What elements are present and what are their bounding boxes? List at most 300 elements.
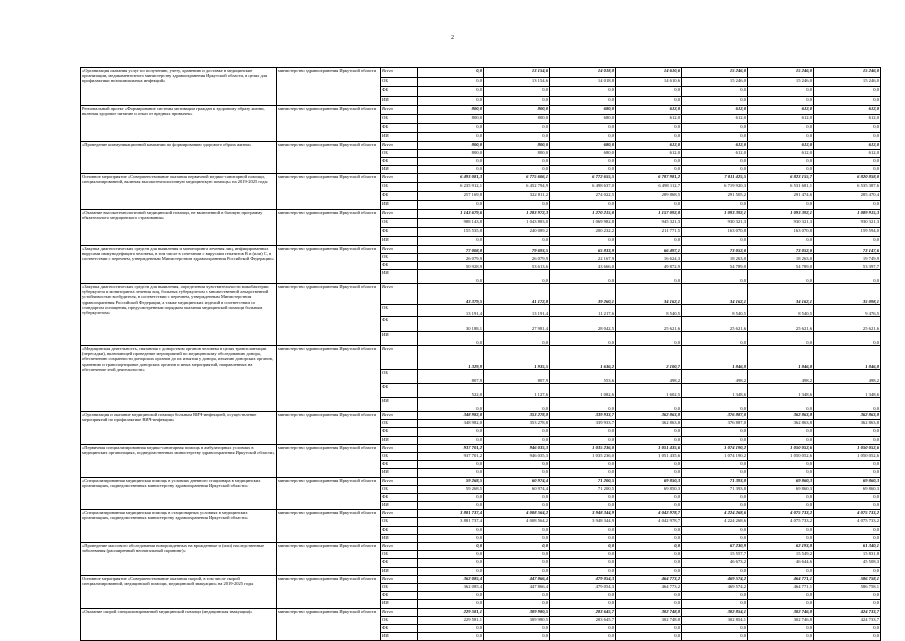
amount-cell: 0,0 [814, 436, 881, 444]
amount-cell: 15 246,0 [814, 77, 881, 87]
amount-cell: 1 270 215,0 [550, 210, 616, 219]
amount-cell: 498,2 [814, 370, 881, 384]
amount-cell: 479 054,3 [550, 575, 616, 583]
amount-cell: 4 042 978,7 [616, 510, 682, 518]
amount-cell: 0,0 [418, 551, 484, 559]
amount-cell: 0,0 [418, 68, 484, 78]
amount-cell: 54 789,0 [682, 262, 748, 270]
amount-cell: 0,0 [484, 96, 550, 106]
amount-cell: 0,0 [616, 633, 682, 641]
amount-cell: 25 621,6 [616, 317, 682, 332]
amount-cell: 163 070,8 [748, 228, 814, 237]
amount-cell: 0,0 [418, 592, 484, 600]
amount-cell: 302 746,8 [748, 608, 814, 616]
amount-cell: 0,0 [748, 633, 814, 641]
funding-source: Всего [381, 477, 418, 485]
amount-cell: 612,0 [682, 106, 748, 115]
amount-cell: 0,0 [484, 166, 550, 174]
amount-cell: 0,0 [418, 559, 484, 567]
amount-cell: 15 246,0 [748, 68, 814, 78]
amount-cell: 0,0 [748, 493, 814, 501]
amount-cell: 0,0 [484, 502, 550, 510]
amount-cell: 0,0 [484, 201, 550, 210]
amount-cell: 77 008,8 [418, 246, 484, 254]
amount-cell: 0,0 [484, 133, 550, 142]
amount-cell: 71 200,5 [550, 485, 616, 493]
amount-cell: 15 246,0 [682, 77, 748, 87]
amount-cell: 0,0 [682, 469, 748, 477]
table-row [81, 346, 881, 370]
amount-cell: 53 613,6 [484, 262, 550, 270]
amount-cell: 0,0 [616, 158, 682, 166]
executor-name: министерство здравоохранения Иркутской области [277, 174, 381, 210]
amount-cell: 469 574,2 [682, 583, 748, 591]
amount-cell: 45 508,3 [814, 559, 881, 567]
amount-cell: 0,0 [550, 600, 616, 608]
amount-cell: 0,0 [550, 237, 616, 246]
amount-cell: 1 329,9 [418, 346, 484, 370]
amount-cell: 0,0 [418, 96, 484, 106]
amount-cell: 0,0 [550, 87, 616, 97]
amount-cell: 229 581,1 [418, 608, 484, 616]
amount-cell: 0,0 [484, 633, 550, 641]
amount-cell: 1 348,6 [682, 384, 748, 398]
amount-cell: 0,0 [484, 534, 550, 542]
amount-cell: 0,0 [484, 469, 550, 477]
table-row [81, 106, 881, 115]
amount-cell: 302 746,8 [748, 616, 814, 624]
amount-cell: 348 982,0 [418, 412, 484, 420]
amount-cell: 6 772 655,5 [550, 174, 616, 183]
amount-cell: 612,0 [748, 150, 814, 158]
amount-cell: 0,0 [682, 592, 748, 600]
amount-cell: 0,0 [682, 96, 748, 106]
amount-cell: 612,0 [814, 150, 881, 158]
amount-cell: 0,0 [550, 158, 616, 166]
table-row [81, 510, 881, 518]
amount-cell: 612,0 [814, 142, 881, 150]
amount-cell: 66 497,1 [616, 246, 682, 254]
amount-cell: 163 070,8 [682, 228, 748, 237]
amount-cell: 376 887,0 [682, 420, 748, 428]
amount-cell: 0,0 [748, 461, 814, 469]
table-row [81, 68, 881, 78]
amount-cell: 464 771,1 [748, 583, 814, 591]
amount-cell: 0,0 [814, 493, 881, 501]
amount-cell: 39 260,1 [550, 284, 616, 305]
amount-cell: 15 246,0 [748, 77, 814, 87]
amount-cell: 25 621,6 [814, 317, 881, 332]
funding-source: ИИ [381, 270, 418, 284]
funding-source: Всего [381, 412, 418, 420]
funding-source: ФБ [381, 592, 418, 600]
funding-source: ФБ [381, 493, 418, 501]
executor-name: министерство здравоохранения Иркутской области [277, 346, 381, 412]
amount-cell: 1 602,5 [616, 384, 682, 398]
activity-name: «Закупка диагностических средств для выявления, определения чувствительности микобактерии туберкулеза и мониторинга лечения лиц, больных туберкулезом с множественной лекарственной устойчивостью возбудителя, в соответствии с перечнем, утвержденным Министерством здравоохранения Российской Федерации, а также медицинских изделий в соответствии со стандартом оснащения, предусмотренным порядком оказания медицинской помощи больным туберкулезом» [81, 284, 277, 346]
amount-cell: 0,0 [550, 332, 616, 346]
amount-cell: 0,0 [814, 158, 881, 166]
amount-cell: 0,0 [814, 96, 881, 106]
amount-cell: 289 868,5 [616, 192, 682, 201]
amount-cell: 1 074 190,2 [682, 444, 748, 452]
amount-cell: 0,0 [682, 332, 748, 346]
amount-cell: 0,0 [550, 469, 616, 477]
amount-cell: 0,0 [748, 428, 814, 436]
funding-source: ОБ [381, 452, 418, 460]
amount-cell: 15 549,2 [748, 551, 814, 559]
funding-source: Всего [381, 68, 418, 78]
amount-cell: 0,0 [814, 87, 881, 97]
amount-cell: 0,0 [682, 428, 748, 436]
amount-cell: 283 645,7 [550, 616, 616, 624]
amount-cell: 464 771,1 [748, 575, 814, 583]
funding-source: ФБ [381, 158, 418, 166]
amount-cell: 3 881 737,4 [418, 518, 484, 526]
amount-cell: 0,0 [418, 270, 484, 284]
amount-cell: 13 191,4 [484, 305, 550, 317]
amount-cell: 946 035,3 [484, 444, 550, 452]
amount-cell: 362 085,4 [418, 583, 484, 591]
amount-cell: 14 610,6 [616, 68, 682, 78]
amount-cell: 0,0 [814, 502, 881, 510]
executor-name: министерство здравоохранения Иркутской области [277, 477, 381, 510]
amount-cell: 0,0 [418, 534, 484, 542]
amount-cell: 4 008 564,2 [484, 510, 550, 518]
amount-cell: 0,0 [484, 270, 550, 284]
amount-cell: 4 075 733,2 [748, 510, 814, 518]
amount-cell: 0,0 [484, 526, 550, 534]
amount-cell: 424 733,7 [814, 616, 881, 624]
amount-cell: 0,0 [682, 567, 748, 575]
amount-cell: 0,0 [418, 567, 484, 575]
amount-cell: 0,0 [550, 567, 616, 575]
amount-cell: 0,0 [814, 398, 881, 412]
activity-name: «Оказание скорой специализированной медицинской помощи (медицинская эвакуация)» [81, 608, 277, 641]
table-row [81, 608, 881, 616]
executor-name: министерство здравоохранения Иркутской области [277, 543, 381, 576]
amount-cell: 464 773,2 [616, 575, 682, 583]
amount-cell: 0,0 [616, 469, 682, 477]
amount-cell: 946 035,3 [484, 452, 550, 460]
funding-source: Всего [381, 543, 418, 551]
amount-cell: 15 557,7 [682, 551, 748, 559]
amount-cell: 0,0 [418, 398, 484, 412]
amount-cell: 34 162,1 [616, 284, 682, 305]
amount-cell: 937 701,2 [418, 452, 484, 460]
amount-cell: 339 933,7 [550, 412, 616, 420]
amount-cell: 0,0 [814, 332, 881, 346]
amount-cell: 1 082,6 [550, 384, 616, 398]
funding-source: Всего [381, 246, 418, 254]
amount-cell: 6 820 858,0 [814, 174, 881, 183]
amount-cell: 0,0 [748, 398, 814, 412]
amount-cell: 479 054,3 [550, 583, 616, 591]
amount-cell: 0,0 [616, 124, 682, 133]
amount-cell: 1 283 972,3 [484, 210, 550, 219]
amount-cell: 1 935,5 [484, 346, 550, 370]
amount-cell: 15 831,8 [814, 551, 881, 559]
amount-cell: 6 493 081,3 [418, 174, 484, 183]
amount-cell: 11 217,6 [550, 305, 616, 317]
amount-cell: 1 093 392,1 [748, 210, 814, 219]
activity-name: «Специализированная медицинская помощь в условиях дневного стационара в медицинских организациях, подведомственных министерству здравоохранения Иркутской области» [81, 477, 277, 510]
amount-cell: 43 666,0 [550, 262, 616, 270]
amount-cell: 14 018,8 [550, 77, 616, 87]
amount-cell: 0,0 [484, 87, 550, 97]
amount-cell: 6 235 912,1 [418, 183, 484, 192]
amount-cell: 0,0 [418, 133, 484, 142]
executor-name: министерство здравоохранения Иркутской области [277, 106, 381, 142]
amount-cell: 586 758,1 [814, 575, 881, 583]
amount-cell: 0,0 [814, 600, 881, 608]
amount-cell: 1 035 236,0 [550, 452, 616, 460]
amount-cell: 612,0 [682, 115, 748, 124]
amount-cell: 1 050 052,6 [814, 444, 881, 452]
amount-cell: 0,0 [550, 133, 616, 142]
funding-source: ОБ [381, 616, 418, 624]
amount-cell: 0,0 [814, 428, 881, 436]
funding-source: ОБ [381, 183, 418, 192]
amount-cell: 0,0 [550, 624, 616, 632]
amount-cell: 0,0 [484, 624, 550, 632]
amount-cell: 1 143 679,6 [418, 210, 484, 219]
amount-cell: 612,0 [616, 150, 682, 158]
funding-source: ОБ [381, 305, 418, 317]
amount-cell: 69 860,3 [748, 477, 814, 485]
amount-cell: 0,0 [616, 237, 682, 246]
amount-cell: 60 974,4 [484, 477, 550, 485]
table-body [81, 68, 881, 641]
funding-source: Всего [381, 210, 418, 219]
amount-cell: 6 452 794,9 [484, 183, 550, 192]
amount-cell: 0,0 [616, 493, 682, 501]
amount-cell: 1 093 392,1 [682, 210, 748, 219]
amount-cell: 302 748,8 [616, 616, 682, 624]
amount-cell: 49 872,9 [616, 262, 682, 270]
amount-cell: 1 846,8 [748, 346, 814, 370]
amount-cell: 0,0 [484, 398, 550, 412]
amount-cell: 4 224 268,6 [682, 518, 748, 526]
amount-cell: 15 246,0 [682, 68, 748, 78]
amount-cell: 46 644,6 [748, 559, 814, 567]
amount-cell: 0,0 [418, 543, 484, 551]
amount-cell: 612,0 [682, 142, 748, 150]
funding-source: ИИ [381, 600, 418, 608]
funding-source: ИИ [381, 469, 418, 477]
amount-cell: 79 693,5 [484, 246, 550, 254]
amount-cell: 0,0 [682, 633, 748, 641]
amount-cell: 8 540,5 [682, 305, 748, 317]
amount-cell: 0,0 [748, 96, 814, 106]
funding-source: ИИ [381, 567, 418, 575]
amount-cell: 0,0 [814, 461, 881, 469]
amount-cell: 0,0 [748, 534, 814, 542]
amount-cell: 612,0 [814, 115, 881, 124]
amount-cell: 15 246,0 [814, 68, 881, 78]
amount-cell: 0,0 [682, 158, 748, 166]
amount-cell: 0,0 [550, 96, 616, 106]
amount-cell: 0,0 [616, 398, 682, 412]
amount-cell: 0,0 [616, 559, 682, 567]
amount-cell: 0,0 [484, 600, 550, 608]
amount-cell: 4 008 564,2 [484, 518, 550, 526]
amount-cell: 1 050 052,6 [748, 444, 814, 452]
funding-source: ФБ [381, 192, 418, 201]
funding-source: ОБ [381, 518, 418, 526]
amount-cell: 0,0 [484, 237, 550, 246]
amount-cell: 0,0 [748, 158, 814, 166]
amount-cell: 0,0 [814, 270, 881, 284]
amount-cell: 0,0 [748, 124, 814, 133]
amount-cell: 18 263,0 [748, 254, 814, 262]
amount-cell: 612,0 [616, 142, 682, 150]
amount-cell: 4 075 733,2 [814, 510, 881, 518]
funding-source: ОБ [381, 150, 418, 158]
amount-cell: 71 393,8 [682, 477, 748, 485]
amount-cell: 498,2 [616, 370, 682, 384]
amount-cell: 0,0 [682, 436, 748, 444]
amount-cell: 25 621,6 [748, 317, 814, 332]
executor-name: министерство здравоохранения Иркутской области [277, 510, 381, 543]
amount-cell: 447 866,4 [484, 583, 550, 591]
amount-cell: 22 167,9 [550, 254, 616, 262]
amount-cell: 930 321,3 [682, 219, 748, 228]
amount-cell: 612,0 [748, 115, 814, 124]
amount-cell: 0,0 [418, 124, 484, 133]
executor-name: министерство здравоохранения Иркутской области [277, 68, 381, 106]
amount-cell: 0,0 [682, 502, 748, 510]
amount-cell: 0,0 [682, 600, 748, 608]
amount-cell: 73 052,0 [748, 246, 814, 254]
amount-cell: 0,0 [550, 543, 616, 551]
amount-cell: 0,0 [418, 502, 484, 510]
amount-cell: 69 850,3 [616, 485, 682, 493]
amount-cell: 4 224 268,6 [682, 510, 748, 518]
amount-cell: 2 100,7 [616, 346, 682, 370]
executor-name: министерство здравоохранения Иркутской области [277, 142, 381, 174]
executor-name: министерство здравоохранения Иркутской области [277, 246, 381, 284]
table-row [81, 543, 881, 551]
amount-cell: 0,0 [550, 633, 616, 641]
amount-cell: 0,0 [616, 624, 682, 632]
amount-cell: 30 188,1 [418, 317, 484, 332]
amount-cell: 0,0 [814, 592, 881, 600]
amount-cell: 1 069 982,8 [550, 219, 616, 228]
amount-cell: 0,0 [418, 158, 484, 166]
amount-cell: 4 075 733,2 [748, 518, 814, 526]
amount-cell: 53 397,7 [814, 262, 881, 270]
amount-cell: 586 758,1 [814, 583, 881, 591]
amount-cell: 0,0 [748, 624, 814, 632]
amount-cell: 0,0 [616, 201, 682, 210]
amount-cell: 0,0 [682, 398, 748, 412]
amount-cell: 34 162,1 [748, 284, 814, 305]
amount-cell: 0,0 [550, 534, 616, 542]
amount-cell: 0,0 [418, 633, 484, 641]
amount-cell: 0,0 [418, 428, 484, 436]
amount-cell: 0,0 [682, 87, 748, 97]
amount-cell: 65 833,9 [550, 246, 616, 254]
amount-cell: 0,0 [550, 436, 616, 444]
amount-cell: 0,0 [682, 124, 748, 133]
amount-cell: 362 863,8 [814, 420, 881, 428]
amount-cell: 69 860,3 [814, 485, 881, 493]
amount-cell: 302 854,1 [682, 616, 748, 624]
amount-cell: 362 863,8 [616, 412, 682, 420]
funding-source: ИИ [381, 332, 418, 346]
table-row [81, 246, 881, 254]
amount-cell: 0,0 [550, 124, 616, 133]
amount-cell: 26 079,9 [484, 254, 550, 262]
table-row [81, 142, 881, 150]
amount-cell: 60 974,4 [484, 485, 550, 493]
funding-source: ФБ [381, 262, 418, 270]
amount-cell: 0,0 [484, 559, 550, 567]
activity-name: «Первичная специализированная медико-санитарная помощь в амбулаторных условиях в медицинских организациях, подведомственных министерству здравоохранения Иркутской области» [81, 444, 277, 477]
table-row [81, 412, 881, 420]
amount-cell: 285 470,4 [814, 192, 881, 201]
amount-cell: 680,0 [550, 106, 616, 115]
amount-cell: 1 050 052,6 [814, 452, 881, 460]
table-row [81, 444, 881, 452]
amount-cell: 0,0 [418, 77, 484, 87]
funding-source: ИИ [381, 96, 418, 106]
amount-cell: 522,0 [418, 384, 484, 398]
amount-cell: 800,0 [418, 142, 484, 150]
amount-cell: 0,0 [550, 493, 616, 501]
amount-cell: 25 621,6 [682, 317, 748, 332]
amount-cell: 0,0 [748, 237, 814, 246]
executor-name: министерство здравоохранения Иркутской области [277, 412, 381, 445]
funding-source: ОБ [381, 370, 418, 384]
amount-cell: 0,0 [814, 624, 881, 632]
amount-cell: 27 981,4 [484, 317, 550, 332]
amount-cell: 54 789,0 [748, 262, 814, 270]
amount-cell: 807,9 [418, 370, 484, 384]
amount-cell: 0,0 [418, 469, 484, 477]
amount-cell: 200 232,2 [550, 228, 616, 237]
funding-source: ИИ [381, 502, 418, 510]
amount-cell: 362 863,8 [748, 420, 814, 428]
amount-cell: 0,0 [616, 461, 682, 469]
funding-source: ОБ [381, 254, 418, 262]
amount-cell: 0,0 [814, 526, 881, 534]
amount-cell: 1 043 883,0 [484, 219, 550, 228]
amount-cell: 309 980,5 [484, 608, 550, 616]
amount-cell: 4 075 733,2 [814, 518, 881, 526]
budget-table [80, 67, 881, 641]
funding-source: ИИ [381, 133, 418, 142]
amount-cell: 353 278,8 [484, 412, 550, 420]
executor-name: министерство здравоохранения Иркутской области [277, 608, 381, 641]
amount-cell: 0,0 [418, 201, 484, 210]
amount-cell: 0,0 [484, 332, 550, 346]
page-number: 2 [451, 35, 454, 41]
amount-cell: 0,0 [484, 436, 550, 444]
amount-cell: 13 154,6 [484, 68, 550, 78]
funding-source: Всего [381, 608, 418, 616]
amount-cell: 0,0 [814, 133, 881, 142]
funding-source: ОБ [381, 77, 418, 87]
amount-cell: 155 535,8 [418, 228, 484, 237]
amount-cell: 302 748,8 [616, 608, 682, 616]
amount-cell: 0,0 [748, 133, 814, 142]
amount-cell: 800,0 [484, 142, 550, 150]
funding-source: ОБ [381, 115, 418, 124]
amount-cell: 0,0 [550, 428, 616, 436]
amount-cell: 34 162,1 [682, 284, 748, 305]
